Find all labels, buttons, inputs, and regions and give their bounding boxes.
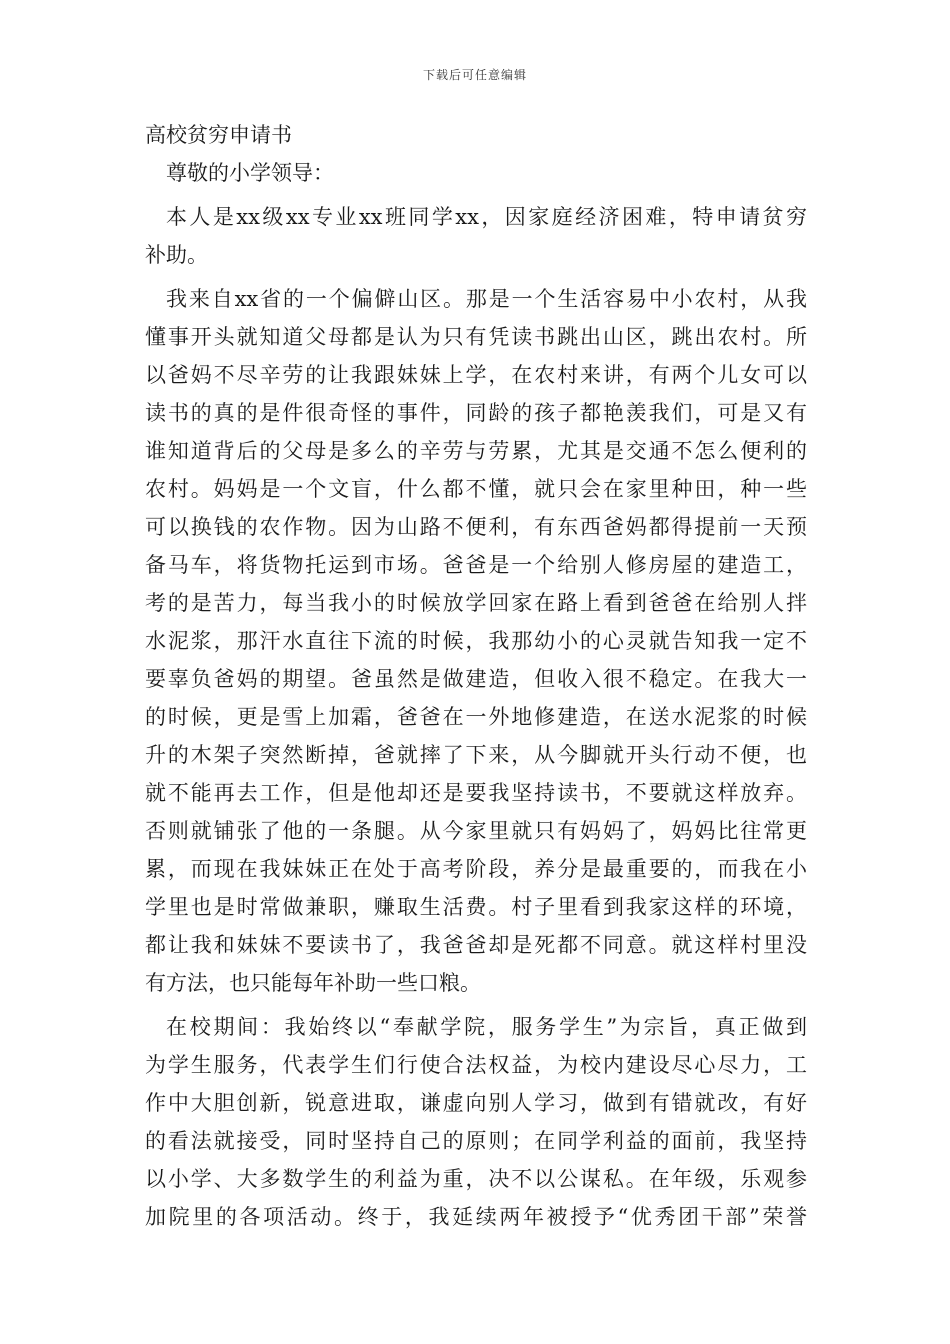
text-line: 农村。妈妈是一个文盲，什么都不懂，就只会在家里种田，种一些 (145, 477, 807, 501)
text-line: 的看法就接受，同时坚持自己的原则；在同学利益的面前，我坚持 (145, 1129, 807, 1153)
text-line: 有方法，也只能每年补助一些口粮。 (145, 971, 481, 995)
text-line: 水泥浆，那汗水直往下流的时候，我那幼小的心灵就告知我一定不 (145, 629, 807, 653)
text-line: 备马车，将货物托运到市场。爸爸是一个给别人修房屋的建造工， (145, 553, 807, 577)
paragraph-2 (145, 280, 807, 1002)
text-line: 读书的真的是件很奇怪的事件，同龄的孩子都艳羡我们，可是又有 (145, 401, 807, 425)
page-header: 下载后可任意编辑 (422, 68, 527, 82)
text-line: 就不能再去工作，但是他却还是要我坚持读书，不要就这样放弃。 (145, 781, 807, 805)
text-line: 以小学、大多数学生的利益为重，决不以公谋私。在年级，乐观参 (145, 1167, 807, 1191)
text-line: 加院里的各项活动。终于，我延续两年被授予“优秀团干部”荣誉 (145, 1205, 807, 1229)
paragraph-3 (145, 1008, 807, 1236)
text-line: 作中大胆创新，锐意进取，谦虚向别人学习，做到有错就改，有好 (145, 1091, 807, 1115)
text-line: 都让我和妹妹不要读书了，我爸爸却是死都不同意。就这样村里没 (145, 933, 807, 957)
text-line: 升的木架子突然断掉，爸就摔了下来，从今脚就开头行动不便，也 (145, 743, 807, 767)
document-title: 高校贫穷申请书 (145, 123, 292, 147)
text-line: 考的是苦力，每当我小的时候放学回家在路上看到爸爸在给别人拌 (145, 591, 807, 615)
text-line: 可以换钱的农作物。因为山路不便利，有东西爸妈都得提前一天预 (145, 515, 807, 539)
text-line: 为学生服务，代表学生们行使合法权益，为校内建设尽心尽力，工 (145, 1053, 807, 1077)
text-line: 我来自xx省的一个偏僻山区。那是一个生活容易中小农村，从我 (166, 287, 807, 311)
document-body (145, 116, 807, 1236)
text-line: 本人是xx级xx专业xx班同学xx，因家庭经济困难，特申请贫穷 (166, 205, 807, 229)
text-line: 累，而现在我妹妹正在处于高考阶段，养分是最重要的，而我在小 (145, 857, 807, 881)
text-line: 要辜负爸妈的期望。爸虽然是做建造，但收入很不稳定。在我大一 (145, 667, 807, 691)
text-line: 的时候，更是雪上加霜，爸爸在一外地修建造，在送水泥浆的时候 (145, 705, 807, 729)
text-line: 懂事开头就知道父母都是认为只有凭读书跳出山区，跳出农村。所 (145, 325, 807, 349)
text-line: 在校期间：我始终以“奉献学院，服务学生”为宗旨，真正做到 (166, 1015, 807, 1039)
text-line: 以爸妈不尽辛劳的让我跟妹妹上学，在农村来讲，有两个儿女可以 (145, 363, 807, 387)
text-line: 学里也是时常做兼职，赚取生活费。村子里看到我家这样的环境， (145, 895, 807, 919)
paragraph-1 (145, 198, 807, 274)
text-line: 补助。 (145, 243, 208, 267)
text-line: 谁知道背后的父母是多么的辛劳与劳累，尤其是交通不怎么便利的 (145, 439, 807, 463)
text-line: 否则就铺张了他的一条腿。从今家里就只有妈妈了，妈妈比往常更 (145, 819, 807, 843)
salutation: 尊敬的小学领导： (166, 161, 334, 185)
